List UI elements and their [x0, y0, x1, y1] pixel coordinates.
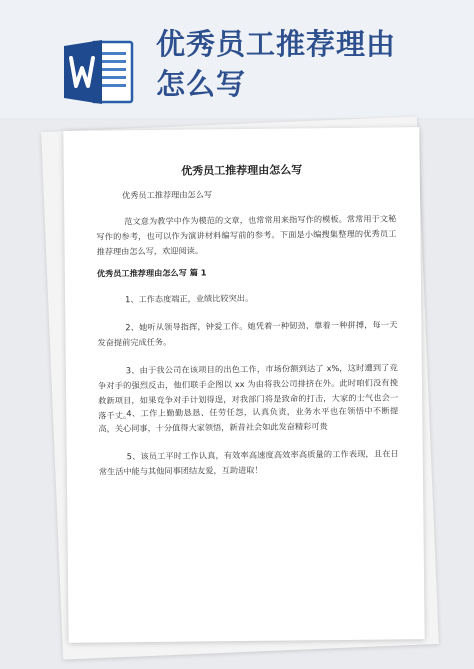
document-page [63, 127, 424, 643]
list-item: 4、工作上勤勤恳恳、任劳任怨，认真负责，业务水平也在领悟中不断提高，关心同事，十分值得大家领悟，新昔社会如此发奋精彩可贵 [98, 405, 399, 434]
list-item: 2、她听从领导指挥，钟爱工作。她凭着一种韧劲，靠着一种拼搏，每一天发奋提前完成任务。 [97, 319, 398, 348]
page-title: 优秀员工推荐理由怎么写 [181, 163, 303, 178]
intro-paragraph: 范文意为教学中作为模范的文章，也常常用来指写作的模板。常常用于文秘写作的参考，也可以作为演讲材料编写前的参考。下面是小编搜集整理的优秀员工推荐理由怎么写，欢迎阅读。 [96, 213, 397, 257]
list-item: 5、该员工平时工作认真，有效率高速度高效率高质量的工作表现，且在日常生活中能与其他同事团结友爱，互助进取！ [98, 448, 399, 477]
list-item: 1、工作态度端正，业绩比较突出。 [125, 292, 254, 305]
document-title-banner: 优秀员工推荐理由 怎么写 [156, 27, 397, 101]
word-document-icon [62, 38, 136, 106]
section-heading: 优秀员工推荐理由怎么写 篇 1 [96, 267, 207, 279]
header-banner [0, 0, 474, 118]
list-item: 3、由于我公司在该项目的出色工作，市场份额到达了 x%，这时遭到了竞争对手的强烈反击，他们联手企图以 xx 为由将我公司排挤在外。此时咱们没有挽救新项目，如果竞争对手计划得逞，对我部门将是致命的打击，大家的士气也会一落千丈。 [97, 362, 399, 421]
page-subtitle: 优秀员工推荐理由怎么写 [121, 189, 213, 201]
